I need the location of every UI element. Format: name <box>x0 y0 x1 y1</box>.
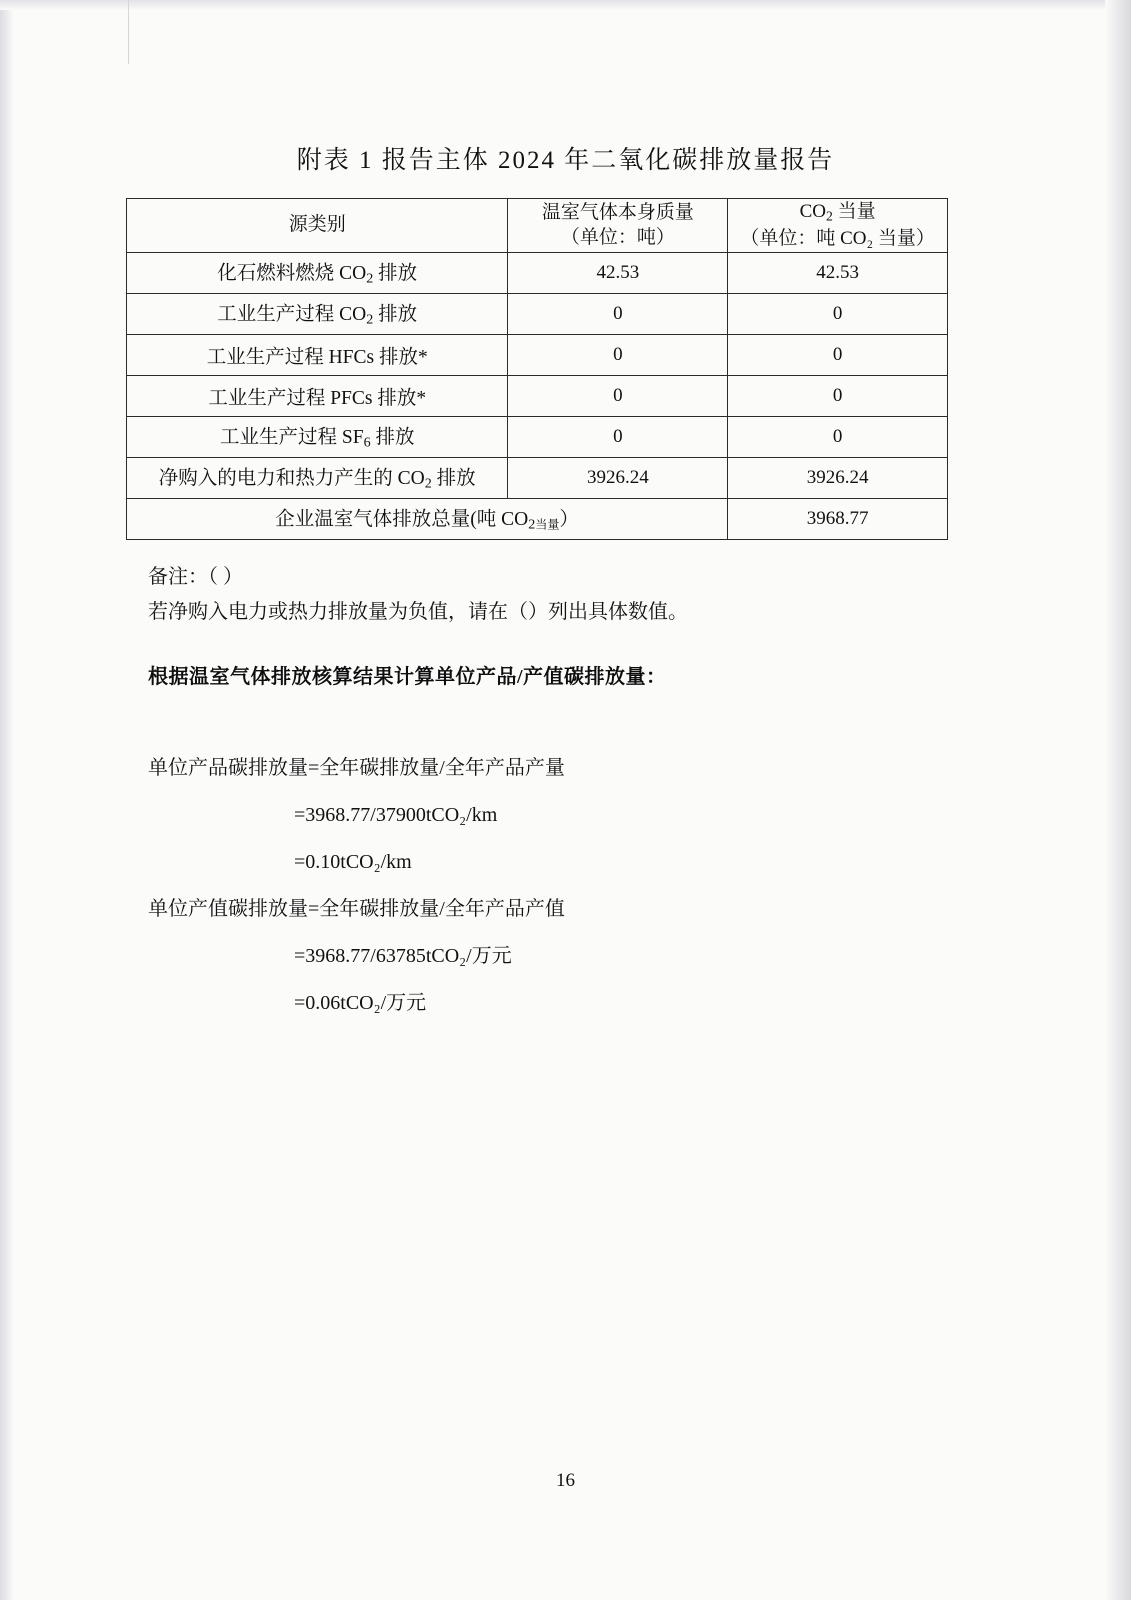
table-row <box>127 375 948 416</box>
table-row <box>127 416 948 457</box>
header-co2e-line1-b: 当量 <box>832 201 876 222</box>
total-label <box>127 498 728 539</box>
calc-line-3: 单位产值碳排放量=全年碳排放量/全年产品产值 <box>148 898 565 920</box>
scan-edge-left <box>0 0 14 1600</box>
row-label-4-b: 排放 <box>370 427 415 449</box>
page-number: 16 <box>556 1470 575 1491</box>
note-line-2: 若净购入电力或热力排放量为负值，请在（）列出具体数值。 <box>148 601 688 623</box>
header-source: 源类别 <box>127 199 508 253</box>
row-mass-4: 0 <box>508 416 728 457</box>
row-label-5-sub: 2 <box>424 475 432 492</box>
row-label-4 <box>127 416 508 457</box>
row-co2e-3: 0 <box>728 375 948 416</box>
table-row <box>127 252 948 293</box>
table-total-row <box>127 498 948 539</box>
row-label-2-a: 工业生产过程 HFCs 排放* <box>206 346 428 368</box>
row-mass-5: 3926.24 <box>508 457 728 498</box>
page-title: 附表 1 报告主体 2024 年二氧化碳排放量报告 <box>296 147 835 174</box>
row-mass-0: 42.53 <box>508 252 728 293</box>
row-co2e-1: 0 <box>728 293 948 334</box>
row-mass-1: 0 <box>508 293 728 334</box>
row-label-5-b: 排放 <box>431 468 476 490</box>
row-label-2 <box>127 334 508 375</box>
row-label-5 <box>127 457 508 498</box>
calc-line-5: =0.06tCO₂/万元 <box>294 992 427 1014</box>
scan-edge-right <box>1105 0 1131 1600</box>
row-label-0 <box>127 252 508 293</box>
row-co2e-2: 0 <box>728 334 948 375</box>
calculation-lead: 根据温室气体排放核算结果计算单位产品/产值碳排放量： <box>148 666 667 688</box>
row-mass-3: 0 <box>508 375 728 416</box>
header-mass-line2: （单位：吨） <box>560 227 675 249</box>
header-mass-line1: 温室气体本身质量 <box>541 201 694 223</box>
scan-edge-top <box>0 0 1131 10</box>
calc-line-0: 单位产品碳排放量=全年碳排放量/全年产品产量 <box>148 757 565 779</box>
total-value: 3968.77 <box>728 498 948 539</box>
table-row <box>127 334 948 375</box>
row-label-0-a: 化石燃料燃烧 CO <box>217 263 367 285</box>
calc-line-2: =0.10tCO₂/km <box>294 851 412 873</box>
header-co2e-sub: 2 <box>826 208 833 224</box>
note-line-1: 备注：（ ） <box>148 566 243 588</box>
row-label-1-sub: 2 <box>366 311 374 328</box>
header-co2e <box>728 199 948 253</box>
row-label-0-sub: 2 <box>366 270 374 287</box>
table-row <box>127 293 948 334</box>
table-header-row <box>127 199 948 253</box>
row-label-3-a: 工业生产过程 PFCs 排放* <box>208 387 427 409</box>
total-label-sub: 2 <box>528 516 536 533</box>
notes-block <box>148 560 968 630</box>
row-label-5-a: 净购入的电力和热力产生的 CO <box>158 468 425 490</box>
header-co2e-line1-a: CO <box>799 201 826 222</box>
calc-line-1: =3968.77/37900tCO₂/km <box>294 804 498 826</box>
table-row <box>127 457 948 498</box>
calculation-block <box>148 745 978 1027</box>
emissions-table <box>126 198 948 540</box>
row-mass-2: 0 <box>508 334 728 375</box>
row-label-4-sub: 6 <box>363 434 371 451</box>
row-label-0-b: 排放 <box>373 263 418 285</box>
row-label-1 <box>127 293 508 334</box>
total-label-a: 企业温室气体排放总量(吨 CO <box>275 509 529 531</box>
calc-line-4: =3968.77/63785tCO₂/万元 <box>294 945 512 967</box>
row-label-1-b: 排放 <box>373 304 418 326</box>
row-label-4-a: 工业生产过程 SF <box>219 427 364 449</box>
row-co2e-5: 3926.24 <box>728 457 948 498</box>
header-mass <box>508 199 728 253</box>
row-label-3 <box>127 375 508 416</box>
page-crease <box>128 0 129 64</box>
total-label-b: ） <box>559 509 579 531</box>
header-co2e-line2: （单位：吨 CO₂ 当量） <box>740 227 935 249</box>
row-label-1-a: 工业生产过程 CO <box>217 304 367 326</box>
row-co2e-0: 42.53 <box>728 252 948 293</box>
total-label-sub2: 当量 <box>535 517 560 532</box>
row-co2e-4: 0 <box>728 416 948 457</box>
